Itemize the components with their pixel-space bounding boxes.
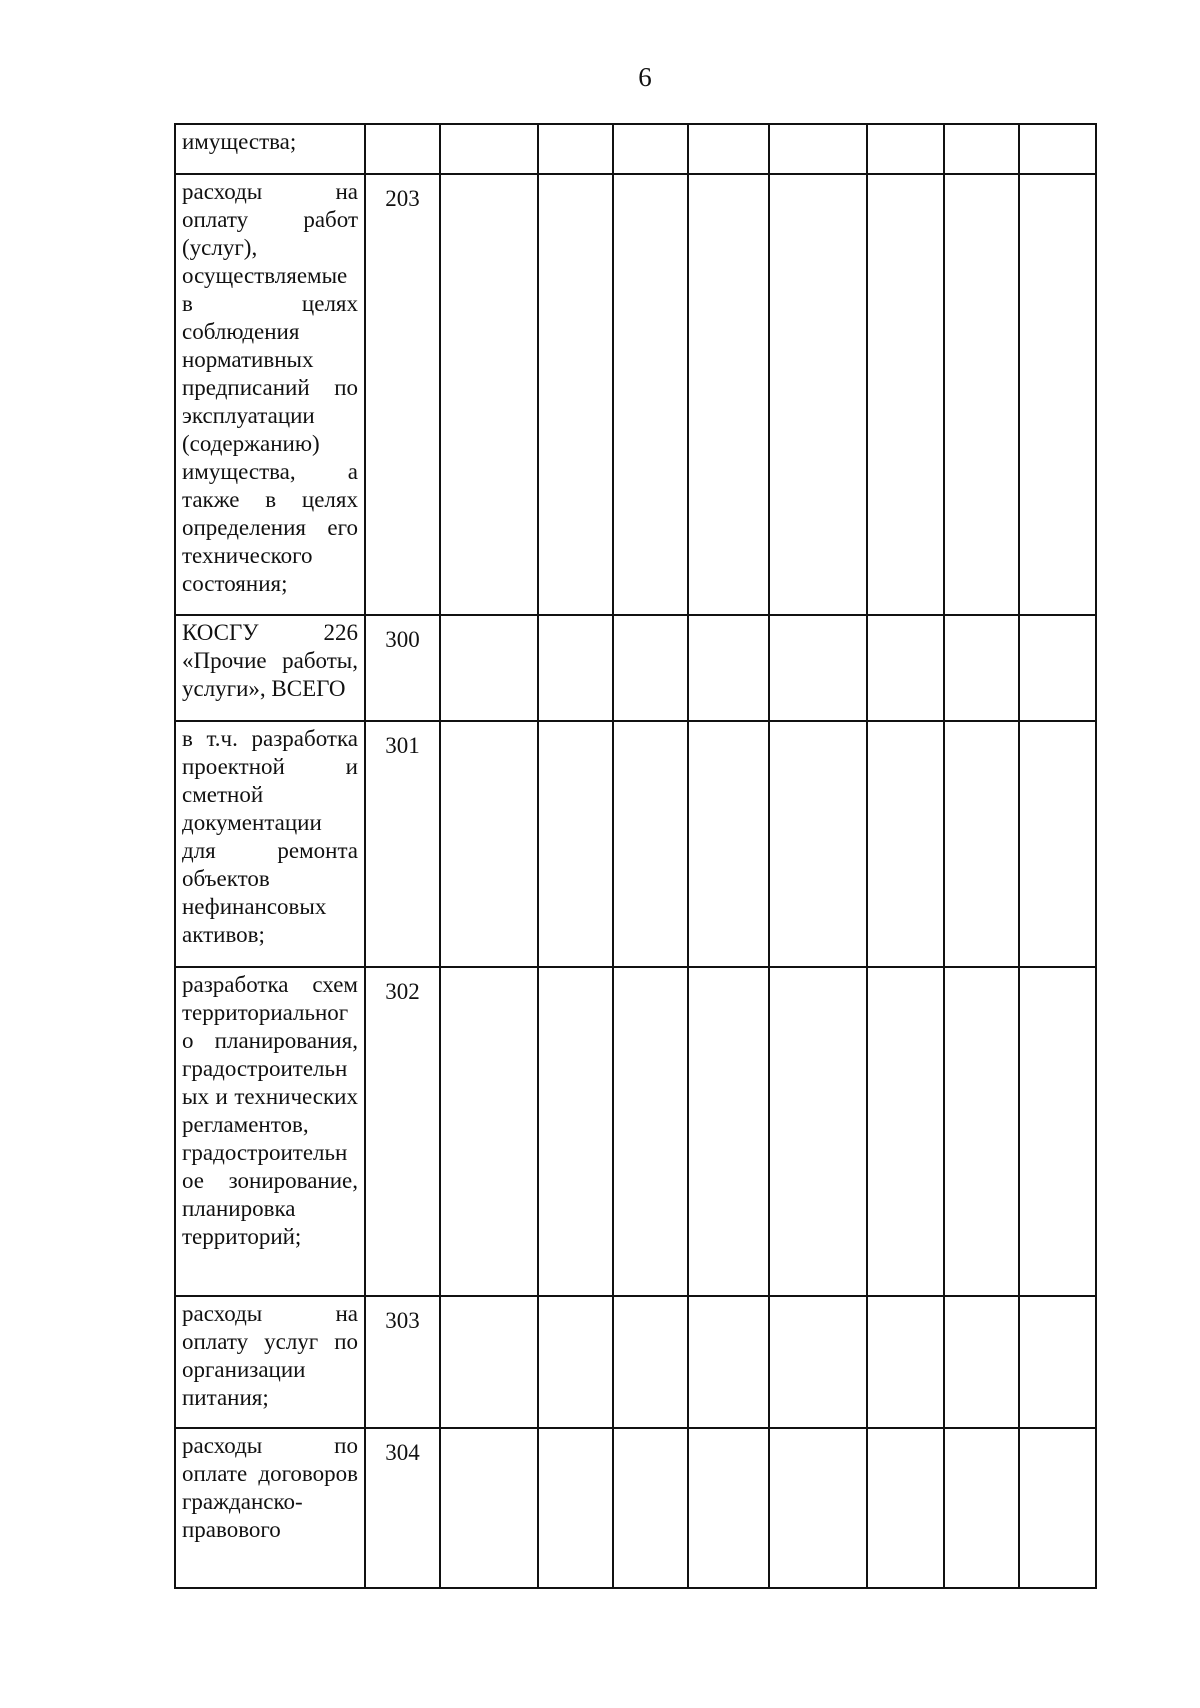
row-label-cell — [175, 174, 365, 615]
empty-cell — [769, 174, 867, 615]
empty-cell — [688, 967, 769, 1296]
row-code: 303 — [365, 1296, 440, 1428]
empty-cell — [688, 124, 769, 174]
row-label: расходы на оплату работ (услуг), осуществляемые в целях соблюдения нормативных предписаний по эксплуатации (содержанию) имущества, а также в целях определения его технического состояния; — [182, 179, 358, 596]
empty-cell — [1019, 615, 1096, 721]
empty-cell — [613, 1428, 688, 1588]
empty-cell — [944, 1428, 1019, 1588]
empty-cell — [769, 1428, 867, 1588]
table-row — [175, 967, 1096, 1296]
empty-cell — [613, 615, 688, 721]
empty-cell — [867, 721, 944, 967]
empty-cell — [688, 1296, 769, 1428]
empty-cell — [1019, 124, 1096, 174]
empty-cell — [538, 1296, 613, 1428]
empty-cell — [440, 1296, 538, 1428]
empty-cell — [688, 174, 769, 615]
row-code: 300 — [365, 615, 440, 721]
empty-cell — [944, 721, 1019, 967]
empty-cell — [944, 1296, 1019, 1428]
expense-table — [174, 123, 1097, 1589]
row-label-cell — [175, 615, 365, 721]
empty-cell — [867, 615, 944, 721]
empty-cell — [944, 967, 1019, 1296]
row-label: КОСГУ 226 «Прочие работы, услуги», ВСЕГО — [182, 620, 358, 701]
empty-cell — [538, 615, 613, 721]
empty-cell — [1019, 1296, 1096, 1428]
empty-cell — [867, 174, 944, 615]
empty-cell — [613, 967, 688, 1296]
empty-cell — [688, 1428, 769, 1588]
empty-cell — [440, 124, 538, 174]
empty-cell — [867, 124, 944, 174]
row-label: расходы по оплате договоров гражданско-правового — [182, 1433, 358, 1542]
empty-cell — [1019, 1428, 1096, 1588]
empty-cell — [944, 174, 1019, 615]
empty-cell — [440, 615, 538, 721]
empty-cell — [769, 615, 867, 721]
empty-cell — [440, 721, 538, 967]
row-label-cell — [175, 721, 365, 967]
row-label-cell — [175, 1296, 365, 1428]
row-code: 302 — [365, 967, 440, 1296]
empty-cell — [538, 174, 613, 615]
row-label-cell — [175, 1428, 365, 1588]
empty-cell — [867, 1296, 944, 1428]
row-code: 301 — [365, 721, 440, 967]
row-code: 304 — [365, 1428, 440, 1588]
row-code: 203 — [365, 174, 440, 615]
empty-cell — [867, 1428, 944, 1588]
row-code — [365, 124, 440, 174]
empty-cell — [613, 721, 688, 967]
empty-cell — [440, 1428, 538, 1588]
table-row — [175, 174, 1096, 615]
empty-cell — [1019, 721, 1096, 967]
empty-cell — [440, 967, 538, 1296]
empty-cell — [538, 721, 613, 967]
row-label: в т.ч. разработка проектной и сметной документации для ремонта объектов нефинансовых активов; — [182, 726, 358, 947]
empty-cell — [769, 721, 867, 967]
row-label: имущества; — [182, 129, 297, 154]
empty-cell — [688, 721, 769, 967]
empty-cell — [538, 1428, 613, 1588]
empty-cell — [538, 124, 613, 174]
empty-cell — [1019, 967, 1096, 1296]
table-row — [175, 124, 1096, 174]
empty-cell — [944, 124, 1019, 174]
empty-cell — [538, 967, 613, 1296]
row-label-cell — [175, 967, 365, 1296]
empty-cell — [944, 615, 1019, 721]
empty-cell — [769, 124, 867, 174]
page-number: 6 — [638, 62, 652, 92]
empty-cell — [867, 967, 944, 1296]
empty-cell — [769, 967, 867, 1296]
row-label-cell — [175, 124, 365, 174]
table-row — [175, 1428, 1096, 1588]
empty-cell — [613, 174, 688, 615]
table-row — [175, 721, 1096, 967]
empty-cell — [688, 615, 769, 721]
empty-cell — [440, 174, 538, 615]
row-label: расходы на оплату услуг по организации питания; — [182, 1301, 358, 1410]
empty-cell — [769, 1296, 867, 1428]
empty-cell — [1019, 174, 1096, 615]
table-row — [175, 1296, 1096, 1428]
table-row — [175, 615, 1096, 721]
empty-cell — [613, 1296, 688, 1428]
row-label: разработка схем территориальног о планирования, градостроительн ых и технических регламентов, градостроительн ое зонирование, планировка территорий; — [182, 972, 358, 1249]
empty-cell — [613, 124, 688, 174]
